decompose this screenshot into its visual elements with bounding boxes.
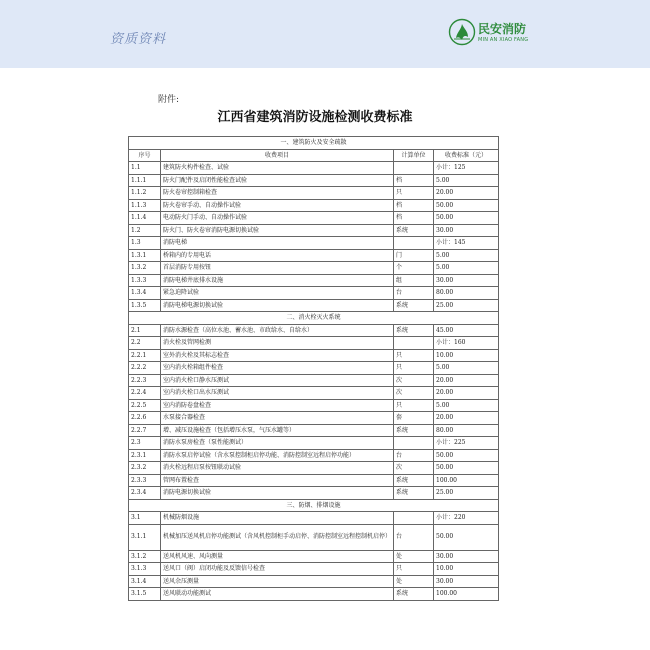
table-row — [129, 399, 499, 412]
row-fee: 100.00 — [434, 474, 499, 487]
column-header-fee: 收费标准（元） — [434, 149, 499, 162]
row-no: 2.3.2 — [129, 462, 161, 475]
row-item: 水泵接合器检查 — [161, 412, 394, 425]
row-no: 1.2 — [129, 224, 161, 237]
row-no: 1.3.2 — [129, 262, 161, 275]
row-item: 室内消火栓口出水压测试 — [161, 387, 394, 400]
table-row — [129, 374, 499, 387]
row-item: 建筑防火构件检查、试验 — [161, 162, 394, 175]
row-no: 2.2.5 — [129, 399, 161, 412]
row-item: 室内消火栓箱组件检查 — [161, 362, 394, 375]
table-row — [129, 437, 499, 450]
logo-name: 民安消防 — [478, 22, 527, 36]
row-fee: 小计：220 — [434, 512, 499, 525]
row-fee: 小计：145 — [434, 237, 499, 250]
row-unit: 台 — [394, 524, 434, 550]
row-item: 消防电梯 — [161, 237, 394, 250]
row-unit: 系统 — [394, 299, 434, 312]
row-fee: 30.00 — [434, 224, 499, 237]
row-unit: 系统 — [394, 224, 434, 237]
row-fee: 30.00 — [434, 274, 499, 287]
annex-label: 附件: — [158, 95, 180, 105]
table-row — [129, 575, 499, 588]
row-item: 消防电梯电源切换试验 — [161, 299, 394, 312]
table-row — [129, 424, 499, 437]
row-item: 机械加压送风机启停功能测试（含风机控制柜手动启停、消防控制室远程控制机启停） — [161, 524, 394, 550]
row-fee: 20.00 — [434, 187, 499, 200]
row-no: 2.2.7 — [129, 424, 161, 437]
row-no: 2.2.2 — [129, 362, 161, 375]
row-unit: 系统 — [394, 424, 434, 437]
row-no: 2.1 — [129, 324, 161, 337]
table-row — [129, 550, 499, 563]
row-item: 消防电梯井底排水设施 — [161, 274, 394, 287]
row-unit: 系统 — [394, 588, 434, 601]
row-unit: 台 — [394, 287, 434, 300]
table-row — [129, 287, 499, 300]
row-unit: 只 — [394, 399, 434, 412]
row-fee: 45.00 — [434, 324, 499, 337]
row-item: 室内消火栓口静水压测试 — [161, 374, 394, 387]
row-no: 2.2.6 — [129, 412, 161, 425]
row-no: 2.3.4 — [129, 487, 161, 500]
table-row — [129, 412, 499, 425]
row-no: 3.1 — [129, 512, 161, 525]
row-fee: 80.00 — [434, 424, 499, 437]
table-row — [129, 162, 499, 175]
row-no: 1.1 — [129, 162, 161, 175]
row-no: 3.1.1 — [129, 524, 161, 550]
table-row — [129, 349, 499, 362]
header-row — [129, 149, 499, 162]
table-row — [129, 362, 499, 375]
logo-subtitle: MIN AN XIAO FANG — [478, 37, 529, 43]
row-unit — [394, 237, 434, 250]
row-fee: 小计：125 — [434, 162, 499, 175]
company-logo — [448, 18, 538, 50]
fee-table — [128, 136, 499, 601]
table-row — [129, 324, 499, 337]
table-row — [129, 337, 499, 350]
row-no: 2.2.4 — [129, 387, 161, 400]
row-no: 1.1.1 — [129, 174, 161, 187]
row-unit: 系统 — [394, 474, 434, 487]
row-no: 2.2.1 — [129, 349, 161, 362]
row-item: 防火门、防火卷帘消防电源切换试验 — [161, 224, 394, 237]
row-fee: 20.00 — [434, 374, 499, 387]
row-item: 送风联动功能测试 — [161, 588, 394, 601]
row-unit: 组 — [394, 274, 434, 287]
section-title: 二、消火栓灭火系统 — [129, 312, 499, 325]
row-no: 1.1.4 — [129, 212, 161, 225]
row-item: 机械防烟设施 — [161, 512, 394, 525]
table-row — [129, 299, 499, 312]
row-no: 3.1.2 — [129, 550, 161, 563]
row-unit: 档 — [394, 174, 434, 187]
row-fee: 25.00 — [434, 487, 499, 500]
row-no: 2.3.3 — [129, 474, 161, 487]
row-no: 1.3 — [129, 237, 161, 250]
logo-emblem-icon — [448, 18, 476, 46]
row-fee: 10.00 — [434, 349, 499, 362]
row-no: 1.3.5 — [129, 299, 161, 312]
row-no: 1.1.2 — [129, 187, 161, 200]
table-row — [129, 512, 499, 525]
row-item: 电动防火门手动、自动操作试验 — [161, 212, 394, 225]
row-unit: 次 — [394, 387, 434, 400]
row-item: 防火卷帘手动、自动操作试验 — [161, 199, 394, 212]
row-item: 消防水泵启停试验（含水泵控制柜启停功能、消防控制室远程启停功能） — [161, 449, 394, 462]
table-row — [129, 174, 499, 187]
column-header-unit: 计算单位 — [394, 149, 434, 162]
row-item: 防火卷帘控制箱检查 — [161, 187, 394, 200]
row-no: 2.3 — [129, 437, 161, 450]
row-item: 消火栓及管网检测 — [161, 337, 394, 350]
row-no: 1.3.1 — [129, 249, 161, 262]
table-row — [129, 449, 499, 462]
row-item: 消防电源切换试验 — [161, 487, 394, 500]
section-row — [129, 312, 499, 325]
page-header — [0, 0, 650, 68]
row-no: 3.1.4 — [129, 575, 161, 588]
table-row — [129, 588, 499, 601]
row-item: 送风机风速、风向测量 — [161, 550, 394, 563]
table-row — [129, 524, 499, 550]
row-fee: 50.00 — [434, 199, 499, 212]
row-unit: 档 — [394, 212, 434, 225]
row-fee: 5.00 — [434, 362, 499, 375]
row-item: 首层消防专用按钮 — [161, 262, 394, 275]
header-title: 资质资料 — [110, 32, 167, 47]
row-fee: 50.00 — [434, 449, 499, 462]
row-unit: 处 — [394, 550, 434, 563]
row-unit — [394, 337, 434, 350]
row-item: 消火栓远程启泵按钮联动试验 — [161, 462, 394, 475]
row-item: 室外消火栓及其标志检查 — [161, 349, 394, 362]
table-row — [129, 563, 499, 576]
table-row — [129, 187, 499, 200]
section-title: 三、防烟、排烟设施 — [129, 499, 499, 512]
row-unit: 次 — [394, 462, 434, 475]
row-fee: 50.00 — [434, 524, 499, 550]
row-fee: 5.00 — [434, 174, 499, 187]
row-unit — [394, 437, 434, 450]
table-row — [129, 487, 499, 500]
table-row — [129, 199, 499, 212]
row-fee: 5.00 — [434, 399, 499, 412]
row-fee: 25.00 — [434, 299, 499, 312]
row-unit — [394, 512, 434, 525]
table-row — [129, 387, 499, 400]
row-item: 紧急迫降试验 — [161, 287, 394, 300]
section-row — [129, 499, 499, 512]
table-row — [129, 237, 499, 250]
row-fee: 30.00 — [434, 550, 499, 563]
row-item: 增、减压设施检查（包括增压水泵，气压水罐等） — [161, 424, 394, 437]
row-unit: 台 — [394, 449, 434, 462]
row-no: 2.3.1 — [129, 449, 161, 462]
row-fee: 小计：160 — [434, 337, 499, 350]
table-row — [129, 224, 499, 237]
row-unit: 只 — [394, 563, 434, 576]
row-no: 2.2 — [129, 337, 161, 350]
column-header-no: 序号 — [129, 149, 161, 162]
row-fee: 5.00 — [434, 262, 499, 275]
table-row — [129, 249, 499, 262]
row-unit: 只 — [394, 349, 434, 362]
row-no: 1.3.4 — [129, 287, 161, 300]
row-fee: 50.00 — [434, 462, 499, 475]
row-item: 防火门配件及启闭性能检查试验 — [161, 174, 394, 187]
row-no: 1.3.3 — [129, 274, 161, 287]
column-header-item: 收费项目 — [161, 149, 394, 162]
row-item: 室内消防卷盘检查 — [161, 399, 394, 412]
row-fee: 5.00 — [434, 249, 499, 262]
row-item: 管网布置检查 — [161, 474, 394, 487]
row-unit: 套 — [394, 412, 434, 425]
row-item: 消防水泵房检查（泵性能测试） — [161, 437, 394, 450]
row-unit: 处 — [394, 575, 434, 588]
row-unit: 门 — [394, 249, 434, 262]
row-unit: 系统 — [394, 487, 434, 500]
table-row — [129, 474, 499, 487]
row-unit: 系统 — [394, 324, 434, 337]
document-title: 江西省建筑消防设施检测收费标准 — [217, 110, 413, 125]
row-unit: 只 — [394, 362, 434, 375]
row-item: 消防水源检查（高位水池、蓄水池、市政给水、自给水） — [161, 324, 394, 337]
row-no: 2.2.3 — [129, 374, 161, 387]
row-fee: 30.00 — [434, 575, 499, 588]
row-item: 送风口（阀）启闭功能及反馈信号检查 — [161, 563, 394, 576]
row-unit: 个 — [394, 262, 434, 275]
row-no: 3.1.3 — [129, 563, 161, 576]
table-row — [129, 262, 499, 275]
row-fee: 20.00 — [434, 412, 499, 425]
row-no: 3.1.5 — [129, 588, 161, 601]
row-unit: 次 — [394, 374, 434, 387]
table-row — [129, 212, 499, 225]
row-fee: 100.00 — [434, 588, 499, 601]
row-item: 送风余压测量 — [161, 575, 394, 588]
row-fee: 20.00 — [434, 387, 499, 400]
row-item: 桥箱内的专用电话 — [161, 249, 394, 262]
row-fee: 80.00 — [434, 287, 499, 300]
table-row — [129, 274, 499, 287]
row-no: 1.1.3 — [129, 199, 161, 212]
row-fee: 小计：225 — [434, 437, 499, 450]
row-unit — [394, 162, 434, 175]
row-unit: 档 — [394, 199, 434, 212]
row-fee: 50.00 — [434, 212, 499, 225]
table-row — [129, 462, 499, 475]
row-unit: 只 — [394, 187, 434, 200]
section-row — [129, 137, 499, 150]
section-title: 一、建筑防火及安全疏散 — [129, 137, 499, 150]
row-fee: 10.00 — [434, 563, 499, 576]
